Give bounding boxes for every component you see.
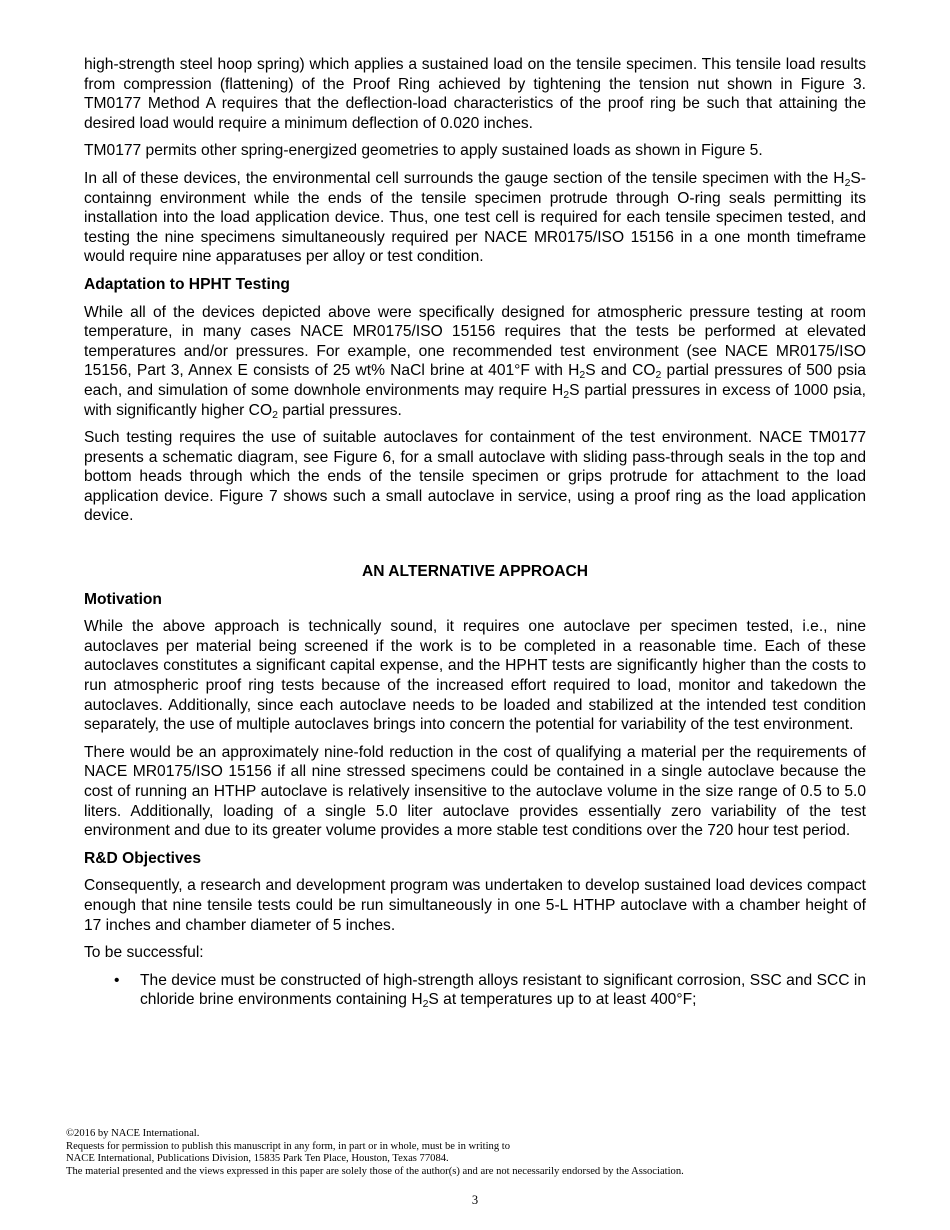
footer-address: NACE International, Publications Division, 15835 Park Ten Place, Houston, Texas 77084. [66,1153,449,1165]
heading-rd-objectives: R&D Objectives [84,849,201,867]
list-item: • The device must be constructed of high-strength alloys resistant to significant corrosion, SSC and SCC in chloride brine environments containing $H_2S$ at temperatures up to at least 400°F; [114,971,866,1011]
paragraph-motivation: While the above approach is technically sound, it requires one autoclave per specimen tested, i.e., nine autoclaves per material being screened if the work is to be completed in a reasonable time. Each of these autoclaves constitutes a significant capital expense, and the HPHT tests are significantly higher than the costs to run atmospheric proof ring tests because of the increased effort required to load, monitor and takedown the autoclaves. Additionally, since each autoclave needs to be loaded and stabilized at the intended test condition separately, the use of multiple autoclaves brings into concern the potential for variability of the test environment. [84,618,866,734]
page-number: 3 [471,1193,479,1207]
heading-motivation: Motivation [84,590,162,608]
bullet-icon: • [114,971,120,989]
paragraph-autoclaves: Such testing requires the use of suitable autoclaves for containment of the test environment. NACE TM0177 presents a schematic diagram, see Figure 6, for a small autoclave with sliding pass-through seals in the top and bottom heads through which the ends of the tensile specimen or grips protrude for attachment to the load application device. Figure 7 shows such a small autoclave in service, using a proof ring as the load application device. [84,429,866,525]
footer-disclaimer: The material presented and the views expressed in this paper are solely those of the author(s) and are not necessarily endorsed by the Association. [66,1165,684,1177]
paragraph-hpht-environment: While all of the devices depicted above were specifically designed for atmospheric pressure testing at room temperature, in many cases NACE MR0175/ISO 15156 requires that the tests be performed at elevated temperatures and/or pressures. For example, one recommended test environment (see NACE MR0175/ISO 15156, Part 3, Annex E consists of 25 wt% NaCl brine at 401°F with $H_2S$ and $CO_2$ partial pressures of 500 psia each, and simulation of some downhole environments may require $H_2S$ partial pressures in excess of 1000 psia, with significantly higher $CO_2$ partial pressures. [84,303,866,421]
footer-permission: Requests for permission to publish this manuscript in any form, in part or in whole, must be in writing to [66,1140,511,1152]
paragraph-environmental-cell: In all of these devices, the environmental cell surrounds the gauge section of the tensile specimen with the $H_2S$-containng environment while the ends of the tensile specimen protrude through O-ring seals permitting its installation into the load application device. Thus, one test cell is required for each tensile specimen tested, and testing the nine specimens simultaneously required per NACE MR0175/ISO 15156 in a one month timeframe would require nine apparatuses per alloy or test condition. [84,169,866,266]
paragraph-spring-geometries: TM0177 permits other spring-energized geometries to apply sustained loads as shown in Figure 5. [84,142,763,160]
paragraph-cost-reduction: There would be an approximately nine-fold reduction in the cost of qualifying a material per the requirements of NACE MR0175/ISO 15156 if all nine stressed specimens could be contained in a single autoclave because the cost of running an HTHP autoclave is relatively insensitive to the autoclave volume in the size range of 0.5 to 5.0 liters. Additionally, loading of a single 5.0 liter autoclave provides essentially zero variability of the test environment and due to its greater volume provides a more stable test conditions over the 720 hour test period. [84,743,866,840]
document-body [84,55,866,1010]
heading-hpht-testing: Adaptation to HPHT Testing [84,275,290,293]
requirements-list [84,971,866,1010]
section-heading-alternative-approach: AN ALTERNATIVE APPROACH [361,563,589,581]
copyright-footer [66,1128,886,1178]
paragraph-to-be-successful: To be successful: [84,944,204,962]
footer-copyright: ©2016 by NACE International. [66,1128,200,1139]
paragraph-proof-ring: high-strength steel hoop spring) which applies a sustained load on the tensile specimen. This tensile load results from compression (flattening) of the Proof Ring achieved by tightening the tension nut shown in Figure 3. TM0177 Method A requires that the deflection-load characteristics of the proof ring be such that attaining the desired load would require a minimum deflection of 0.020 inches. [84,56,866,132]
paragraph-rd-program: Consequently, a research and development program was undertaken to develop sustained load devices compact enough that nine tensile tests could be run simultaneously in one 5-L HTHP autoclave with a chamber height of 17 inches and chamber diameter of 5 inches. [84,877,866,934]
